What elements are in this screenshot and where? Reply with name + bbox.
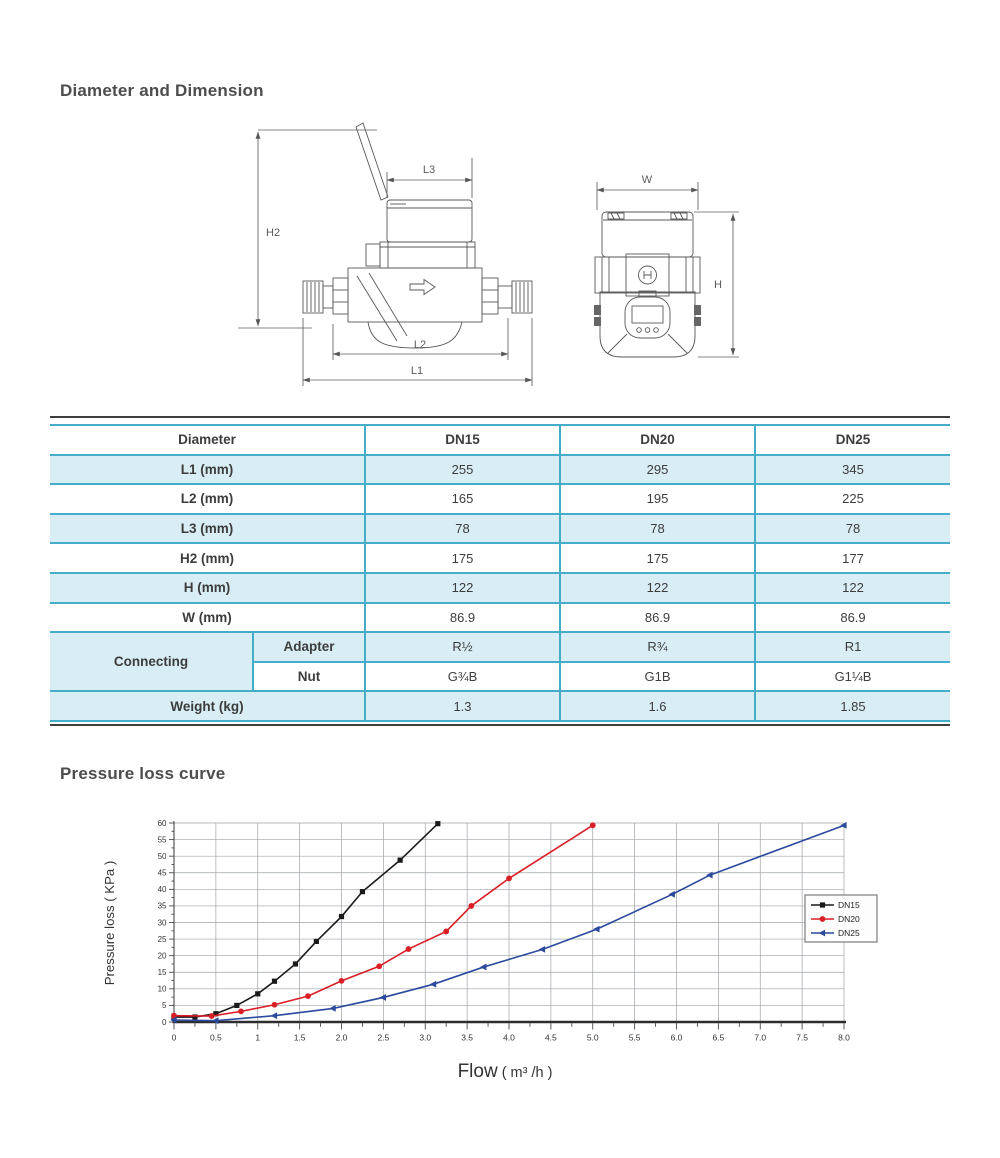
value-cell: R½ [365,632,560,662]
value-cell: 78 [560,514,755,544]
value-cell: 78 [365,514,560,544]
value-cell: 255 [365,455,560,485]
dim-label-l2: L2 [413,339,427,351]
marker-DN15 [435,821,440,826]
lcd-display [632,306,663,323]
y-tick-label: 50 [157,851,167,861]
x-tick-label: 7.0 [754,1032,767,1043]
hex-nut-left [333,278,348,314]
hex-nut-right [482,278,498,314]
header-cell-dn25: DN25 [755,425,950,455]
x-tick-label: 2.0 [335,1032,348,1043]
meter-side-outline [303,123,532,348]
dim-label-h: H [714,279,722,291]
y-tick-label: 45 [157,868,167,878]
marker-DN25 [539,946,545,953]
marker-DN15 [234,1003,239,1008]
value-cell: 225 [755,484,950,514]
marker-DN25 [271,1012,277,1019]
row-sublabel-cell: Nut [253,662,365,692]
x-tick-label: 2.5 [377,1032,390,1043]
marker-DN20 [376,963,382,969]
x-tick-label: 1.5 [293,1032,306,1043]
meter-side-view-drawing [230,110,560,410]
table-row [50,543,950,573]
marker-DN20 [305,993,311,999]
value-cell: 1.6 [560,691,755,721]
marker-DN15 [398,858,403,863]
series-line-DN15 [174,824,438,1017]
register-lid [387,200,472,242]
meter-front-outline [595,212,700,357]
marker-DN25 [669,891,675,898]
marker-DN15 [360,889,365,894]
pressure-loss-chart [100,805,890,1105]
marker-DN20 [272,1002,278,1008]
value-cell: R1 [755,632,950,662]
table-top-rule [50,416,950,418]
y-tick-label: 35 [157,901,167,911]
pipe-thread-right [512,281,532,313]
marker-DN15 [272,979,277,984]
value-cell: 1.85 [755,691,950,721]
x-tick-label: 4.0 [503,1032,515,1043]
value-cell: 78 [755,514,950,544]
marker-DN20 [443,929,449,935]
value-cell: 122 [755,573,950,603]
x-tick-label: 3.5 [461,1032,474,1043]
table-row [50,455,950,485]
row-label-cell: H2 (mm) [50,543,365,573]
table-row [50,484,950,514]
marker-DN20 [406,946,412,952]
y-tick-label: 60 [157,818,167,828]
x-tick-label: 0 [171,1032,177,1043]
row-sublabel-cell: Adapter [253,632,365,662]
x-axis-title-main: Flow [457,1061,498,1082]
value-cell: 175 [365,543,560,573]
dim-label-h2: H2 [266,227,281,239]
x-tick-label: 4.5 [544,1032,557,1043]
y-tick-label: 25 [157,934,167,944]
marker-DN25 [480,964,486,971]
marker-DN15-legend [820,902,825,907]
x-tick-label: 5.0 [586,1032,599,1043]
table-row [50,632,950,662]
row-label-cell: L2 (mm) [50,484,365,514]
value-cell: 122 [365,573,560,603]
table-row [50,573,950,603]
header-cell-diameter: Diameter [50,425,365,455]
y-tick-label: 5 [162,1001,167,1011]
meter-front-view-drawing [575,160,755,390]
value-cell: 122 [560,573,755,603]
marker-DN15 [314,939,319,944]
table-header-row [50,425,950,455]
y-tick-label: 55 [157,835,167,845]
row-label-cell: L1 (mm) [50,455,365,485]
value-cell: 165 [365,484,560,514]
marker-DN15 [293,961,298,966]
marker-DN20-legend [820,916,826,922]
dimension-spec-table [50,424,950,722]
table-row [50,691,950,721]
marker-DN25 [380,994,386,1001]
marker-DN25 [329,1005,335,1012]
marker-DN20 [468,903,474,909]
y-tick-label: 40 [157,885,167,895]
y-axis-title: Pressure loss ( KPa ) [102,860,117,986]
y-tick-label: 20 [157,951,167,961]
x-tick-label: 8.0 [838,1032,850,1043]
row-label-cell: W (mm) [50,603,365,633]
x-tick-label: 6.0 [670,1032,683,1043]
legend-label: DN15 [838,900,860,910]
value-cell: 86.9 [365,603,560,633]
flow-direction-arrow-icon [410,280,435,295]
marker-DN20 [506,875,512,881]
value-cell: G1¼B [755,662,950,692]
header-cell-dn20: DN20 [560,425,755,455]
value-cell: 1.3 [365,691,560,721]
marker-DN15 [255,991,260,996]
x-tick-label: 3.0 [419,1032,432,1043]
x-tick-label: 1 [255,1032,261,1043]
header-cell-dn15: DN15 [365,425,560,455]
marker-DN25 [593,926,599,933]
meter-body [348,268,482,322]
x-axis-title-unit: ( m³ /h ) [501,1065,553,1081]
dim-label-l1: L1 [410,365,424,377]
side-view-dimension-lines [238,130,532,386]
x-tick-label: 5.5 [628,1032,641,1043]
marker-DN15 [339,914,344,919]
marker-DN20 [590,822,596,828]
register-ring [380,242,475,268]
legend-label: DN20 [838,914,860,924]
value-cell: G1B [560,662,755,692]
x-tick-label: 0.5 [209,1032,222,1043]
chart-plot-area [158,819,877,1043]
value-cell: G¾B [365,662,560,692]
spec-table-section [50,416,950,726]
value-cell: R¾ [560,632,755,662]
value-cell: 86.9 [755,603,950,633]
pipe-thread-left [303,281,323,313]
marker-DN20 [209,1013,215,1019]
value-cell: 175 [560,543,755,573]
antenna-cable [356,123,388,200]
marker-DN25 [430,981,436,988]
table-bottom-rule [50,724,950,726]
dim-label-l3: L3 [422,164,436,176]
row-label-cell: Weight (kg) [50,691,365,721]
x-axis-title [458,1061,553,1082]
table-row [50,514,950,544]
row-label-cell: H (mm) [50,573,365,603]
row-label-cell: Connecting [50,632,253,691]
x-tick-label: 6.5 [712,1032,725,1043]
x-tick-label: 7.5 [796,1032,809,1043]
value-cell: 86.9 [560,603,755,633]
legend-label: DN25 [838,928,860,938]
y-tick-label: 0 [162,1017,167,1027]
row-label-cell: L3 (mm) [50,514,365,544]
y-tick-label: 30 [157,918,167,928]
marker-DN20 [339,978,345,984]
value-cell: 345 [755,455,950,485]
table-row [50,603,950,633]
dim-label-w: W [641,174,653,186]
value-cell: 295 [560,455,755,485]
value-cell: 177 [755,543,950,573]
y-tick-label: 10 [157,984,167,994]
value-cell: 195 [560,484,755,514]
marker-DN20 [238,1008,244,1014]
section-title-dimensions: Diameter and Dimension [60,81,264,100]
section-title-pressure-curve: Pressure loss curve [60,764,226,783]
y-tick-label: 15 [157,968,167,978]
